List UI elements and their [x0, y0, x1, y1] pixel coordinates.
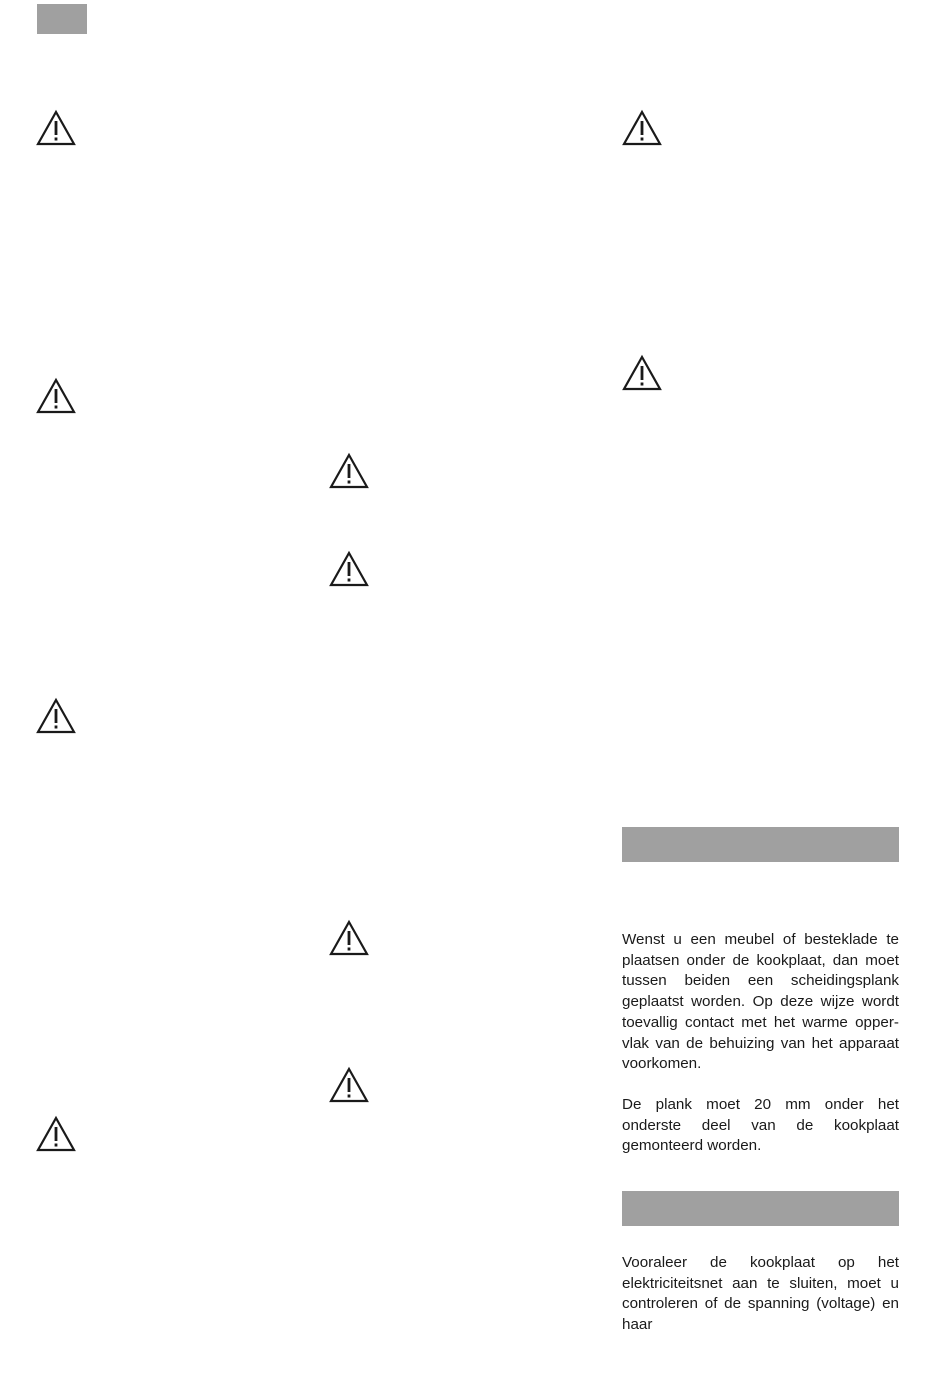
warning-triangle-icon — [328, 1066, 370, 1104]
section-paragraph: De plank moet 20 mm onder het onderste deel van de kookplaat gemonteerd worden. — [622, 1096, 899, 1155]
warning-triangle-icon — [328, 452, 370, 490]
warning-triangle-icon — [621, 354, 663, 392]
section-paragraph: Vooraleer de kookplaat op het elektriciteitsnet aan te sluiten, moet u controleren of de spanning (voltage) en haar — [622, 1254, 899, 1334]
warning-triangle-icon — [35, 377, 77, 415]
warning-triangle-icon — [328, 919, 370, 957]
page-tab-marker — [37, 4, 87, 34]
warning-triangle-icon — [35, 109, 77, 147]
warning-triangle-icon — [35, 697, 77, 735]
warning-triangle-icon — [328, 550, 370, 588]
section-header-bar — [622, 827, 899, 862]
section-paragraph: Wenst u een meubel of besteklade te plaatsen onder de kookplaat, dan moet tussen beiden een scheidingsplank geplaatst worden. Op deze wijze wordt toevallig contact met het warme opper- vlak van de behuizing van het apparaat voorkomen. — [622, 931, 899, 1073]
warning-triangle-icon — [621, 109, 663, 147]
section-header-bar — [622, 1191, 899, 1226]
warning-triangle-icon — [35, 1115, 77, 1153]
